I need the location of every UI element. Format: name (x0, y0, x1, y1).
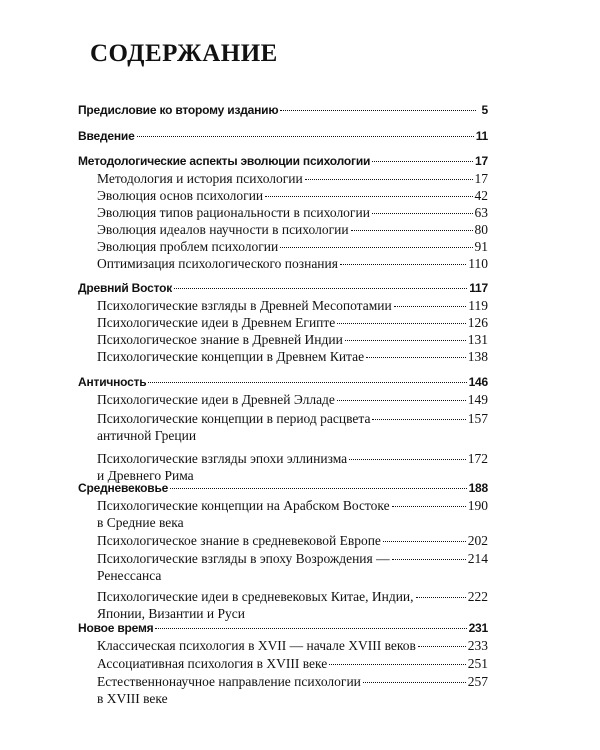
dot-leader (305, 179, 473, 180)
entry-page-number: 5 (481, 103, 488, 117)
entry-title: Средневековье (78, 481, 169, 495)
entry-page-number: 91 (474, 239, 488, 254)
entry-page-number: 202 (467, 533, 488, 548)
dot-leader (392, 506, 466, 507)
dot-leader (329, 664, 466, 665)
dot-leader (372, 419, 465, 420)
entry-title: Методология и история психологии (97, 171, 303, 186)
dot-leader (265, 196, 472, 197)
dot-leader (155, 628, 466, 629)
entry-title: Новое время (78, 621, 154, 635)
entry-page-number: 257 (467, 674, 488, 689)
toc-entry[interactable] (97, 450, 488, 484)
entry-page-number: 17 (475, 154, 488, 168)
dot-leader (280, 247, 472, 248)
entry-title (97, 588, 414, 622)
entry-title: Психологические взгляды в Древней Месопотамии (97, 298, 392, 313)
entry-title (97, 410, 370, 444)
dot-leader (392, 559, 466, 560)
entry-page-number: 131 (467, 332, 488, 347)
toc-entry[interactable] (97, 187, 488, 204)
entry-title-line2: античной Греции (97, 428, 197, 443)
entry-title: Эволюция основ психологии (97, 188, 264, 203)
entry-title-line2: Японии, Византии и Руси (97, 606, 245, 621)
entry-title-line2: в XVIII веке (97, 691, 168, 706)
toc-entry[interactable] (97, 410, 488, 444)
entry-page-number: 126 (467, 315, 488, 330)
toc-section-methodology[interactable] (78, 153, 488, 170)
toc-entry[interactable] (97, 550, 488, 584)
toc-entry[interactable] (97, 170, 488, 187)
entry-title-line2: и Древнего Рима (97, 468, 194, 483)
dot-leader (363, 682, 466, 683)
entry-title: Эволюция проблем психологии (97, 239, 279, 254)
entry-title-line2: в Средние века (97, 515, 184, 530)
entry-title: Оптимизация психологического познания (97, 256, 338, 271)
entry-page-number: 138 (467, 349, 488, 364)
entry-title: Введение (78, 129, 135, 143)
entry-page-number: 251 (467, 656, 488, 671)
entry-title-line1: Естественнонаучное направление психологии (97, 674, 361, 689)
dot-leader (349, 459, 466, 460)
dot-leader (418, 646, 466, 647)
toc-entry-preface[interactable] (78, 102, 488, 119)
entry-title: Психологическое знание в средневековой Европе (97, 533, 381, 548)
entry-title: Классическая психология в XVII — начале XVIII веков (97, 638, 416, 653)
entry-page-number: 119 (468, 298, 488, 313)
entry-title-line1: Психологические идеи в средневековых Китае, Индии, (97, 589, 414, 604)
dot-leader (416, 597, 466, 598)
entry-title (97, 673, 361, 707)
toc-entry[interactable] (97, 655, 488, 672)
entry-title: Методологические аспекты эволюции психологии (78, 154, 371, 168)
entry-page-number: 172 (467, 451, 488, 466)
entry-title: Античность (78, 375, 147, 389)
entry-page-number: 117 (469, 281, 488, 295)
dot-leader (345, 340, 466, 341)
entry-page-number: 42 (474, 188, 488, 203)
entry-page-number: 63 (474, 205, 488, 220)
toc-section-ancient-east[interactable] (78, 280, 488, 297)
entry-title: Эволюция типов рациональности в психологии (97, 205, 370, 220)
entry-page-number: 11 (475, 129, 488, 143)
entry-page-number: 222 (467, 589, 488, 604)
toc-entry[interactable] (97, 391, 488, 408)
entry-title: Психологические концепции в Древнем Китае (97, 349, 365, 364)
toc-entry[interactable] (97, 588, 488, 622)
entry-title: Психологическое знание в Древней Индии (97, 332, 343, 347)
dot-leader (337, 323, 465, 324)
entry-page-number: 231 (468, 621, 488, 635)
entry-title: Психологические идеи в Древнем Египте (97, 315, 336, 330)
entry-page-number: 17 (474, 171, 488, 186)
entry-page-number: 157 (467, 411, 488, 426)
dot-leader (394, 306, 467, 307)
toc-entry[interactable] (97, 204, 488, 221)
dot-leader (366, 357, 466, 358)
dot-leader (372, 161, 473, 162)
entry-title: Ассоциативная психология в XVIII веке (97, 656, 328, 671)
toc-section-middle-ages[interactable] (78, 480, 488, 497)
toc-entry[interactable] (97, 238, 488, 255)
dot-leader (137, 136, 474, 137)
entry-title (97, 550, 390, 584)
toc-entry[interactable] (97, 255, 488, 272)
entry-title: Древний Восток (78, 281, 173, 295)
entry-page-number: 110 (468, 256, 488, 271)
toc-entry[interactable] (97, 532, 488, 549)
entry-title (97, 450, 347, 484)
entry-title: Психологические идеи в Древней Элладе (97, 392, 335, 407)
toc-entry[interactable] (97, 348, 488, 365)
page-title: СОДЕРЖАНИЕ (90, 40, 278, 67)
entry-title: Эволюция идеалов научности в психологии (97, 222, 349, 237)
toc-entry-introduction[interactable] (78, 128, 488, 145)
dot-leader (280, 110, 476, 111)
toc-entry[interactable] (97, 221, 488, 238)
dot-leader (148, 382, 466, 383)
entry-title-line1: Психологические взгляды эпохи эллинизма (97, 451, 348, 466)
entry-page-number: 80 (474, 222, 488, 237)
toc-entry[interactable] (97, 314, 488, 331)
dot-leader (372, 213, 473, 214)
dot-leader (351, 230, 473, 231)
entry-page-number: 146 (468, 375, 488, 389)
entry-title-line1: Психологические концепции на Арабском Востоке (97, 498, 390, 513)
entry-page-number: 188 (468, 481, 488, 495)
toc-entry[interactable] (97, 673, 488, 707)
toc-entry[interactable] (97, 497, 488, 531)
entry-title (97, 497, 390, 531)
entry-page-number: 149 (467, 392, 488, 407)
dot-leader (170, 488, 466, 489)
toc-entry[interactable] (97, 297, 488, 314)
entry-title-line2: Ренессанса (97, 568, 162, 583)
toc-entry[interactable] (97, 331, 488, 348)
dot-leader (383, 541, 466, 542)
toc-section-antiquity[interactable] (78, 374, 488, 391)
entry-page-number: 190 (467, 498, 488, 513)
entry-title-line1: Психологические концепции в период расцвета (97, 411, 371, 426)
dot-leader (174, 288, 467, 289)
toc-section-modern-times[interactable] (78, 620, 488, 637)
dot-leader (337, 400, 466, 401)
dot-leader (340, 264, 466, 265)
entry-page-number: 214 (467, 551, 488, 566)
entry-title: Предисловие ко второму изданию (78, 103, 279, 117)
toc-entry[interactable] (97, 637, 488, 654)
entry-page-number: 233 (467, 638, 488, 653)
entry-title-line1: Психологические взгляды в эпоху Возрождения — (97, 551, 390, 566)
